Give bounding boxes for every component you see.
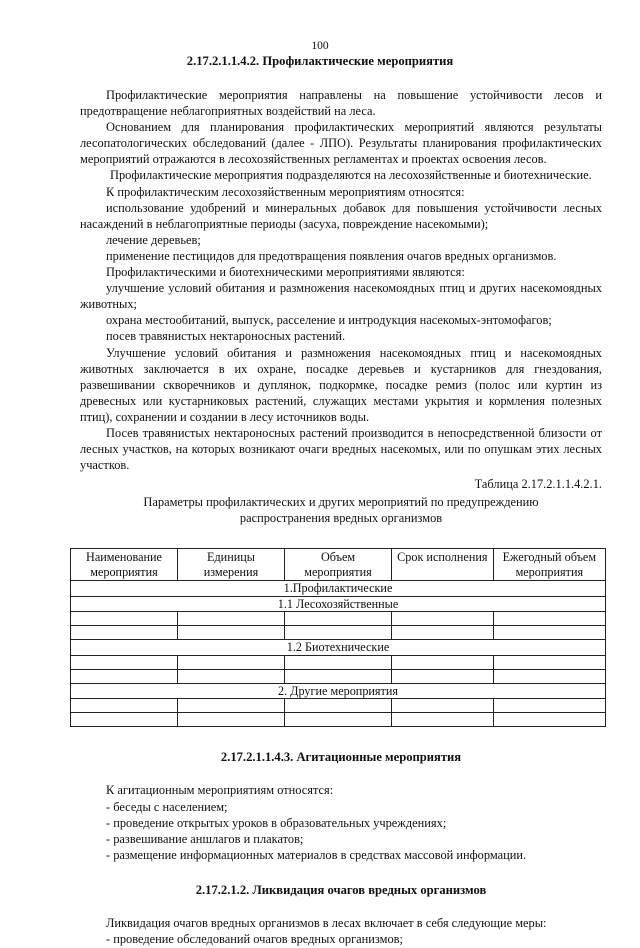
column-header-units: Единицы измерения xyxy=(178,549,285,581)
table-section-row xyxy=(71,640,606,656)
paragraph: посев травянистых нектароносных растений. xyxy=(106,329,346,344)
table-cell xyxy=(392,612,494,626)
table-row xyxy=(71,626,606,640)
table-cell xyxy=(178,655,285,669)
paragraph: Профилактические мероприятия направлены на повышение устойчивости лесов и предотвращение неблагоприятных воздействий на леса. xyxy=(80,88,602,119)
table-cell xyxy=(71,713,178,727)
table-cell xyxy=(392,713,494,727)
table-row xyxy=(71,713,606,727)
table-cell xyxy=(285,699,392,713)
table-cell xyxy=(285,669,392,683)
paragraph: лечение деревьев; xyxy=(106,232,201,247)
column-header-name: Наименование мероприятия xyxy=(71,549,178,581)
section-label: 1.1 Лесохозяйственные xyxy=(71,596,606,612)
table-cell xyxy=(493,655,605,669)
table-section-row xyxy=(71,596,606,612)
table-cell xyxy=(493,669,605,683)
table-cell xyxy=(493,713,605,727)
table-cell xyxy=(71,655,178,669)
paragraph: Основанием для планирования профилактических мероприятий являются результаты лесопатологических обследований (далее - ЛПО). Результаты планирования профилактических мероприятий отражаются в лесохозяйственных регламентах и проектах освоения лесов. xyxy=(80,120,602,167)
table-cell xyxy=(285,655,392,669)
paragraph: Улучшение условий обитания и размножения насекомоядных птиц и насекомоядных животных заключается в их охране, посадке деревьев и кустарников для гнездования, развешивании скворечников и дуплянок, подкормке, посадке ремиз (полос или куртин из древесных или кустарниковых растений, служащих местами укрытия и кормления полезных птиц), сохранении и создании в лесу источников воды. xyxy=(80,345,602,424)
section-label: 2. Другие мероприятия xyxy=(71,683,606,699)
section-label: 1.2 Биотехнические xyxy=(71,640,606,656)
parameters-table xyxy=(70,548,606,727)
page-number: 100 xyxy=(311,40,329,52)
table-cell xyxy=(493,699,605,713)
table-cell xyxy=(493,612,605,626)
section-heading-prophylactic: 2.17.2.1.1.4.2. Профилактические мероприятия xyxy=(186,54,454,68)
section-heading-liquidation: 2.17.2.1.2. Ликвидация очагов вредных организмов xyxy=(195,883,487,898)
list-item: - проведение обследований очагов вредных организмов; xyxy=(106,932,403,947)
table-cell xyxy=(392,669,494,683)
document-body xyxy=(80,87,602,948)
table-section-row xyxy=(71,683,606,699)
table-cell xyxy=(178,699,285,713)
paragraph: Профилактическими и биотехническими мероприятиями являются: xyxy=(106,265,465,280)
table-title: Параметры профилактических и других мероприятий по предупреждению распространения вредных организмов xyxy=(143,495,539,526)
table-caption: Таблица 2.17.2.1.1.4.2.1. xyxy=(474,477,602,492)
liquidation-list xyxy=(80,915,602,947)
table-cell xyxy=(71,612,178,626)
paragraph: улучшение условий обитания и размножения насекомоядных птиц и других насекомоядных животных; xyxy=(80,281,602,312)
table-cell xyxy=(285,713,392,727)
list-intro: К агитационным мероприятиям относятся: xyxy=(106,783,334,798)
table-cell xyxy=(71,669,178,683)
column-header-deadline: Срок исполнения xyxy=(392,549,494,581)
table-cell xyxy=(392,655,494,669)
table-cell xyxy=(178,626,285,640)
list-item: - размещение информационных материалов в средствах массовой информации. xyxy=(106,848,527,863)
section-heading-agitation: 2.17.2.1.1.4.3. Агитационные мероприятия xyxy=(220,750,462,765)
paragraph: Профилактические мероприятия подразделяются на лесохозяйственные и биотехнические. xyxy=(110,168,592,183)
table-cell xyxy=(178,669,285,683)
table-section-row xyxy=(71,581,606,597)
table-row xyxy=(71,699,606,713)
paragraph: использование удобрений и минеральных добавок для повышения устойчивости лесных насаждений в неблагоприятные периоды (засуха, повреждение насекомыми); xyxy=(80,200,602,231)
table-cell xyxy=(493,626,605,640)
column-header-volume: Объем мероприятия xyxy=(285,549,392,581)
table-cell xyxy=(392,699,494,713)
paragraph: Посев травянистых нектароносных растений производится в непосредственной близости от лесных участков, на которых возникают очаги вредных насекомых, или по опушкам этих лесных участков. xyxy=(80,425,602,473)
table-row xyxy=(71,655,606,669)
paragraph: К профилактическим лесохозяйственным мероприятиям относятся: xyxy=(106,184,465,199)
paragraph: применение пестицидов для предотвращения появления очагов вредных организмов. xyxy=(106,248,557,263)
table-cell xyxy=(178,612,285,626)
paragraph: охрана местообитаний, выпуск, расселение и интродукция насекомых-энтомофагов; xyxy=(106,313,552,328)
table-cell xyxy=(285,626,392,640)
table-header-row xyxy=(71,549,606,581)
table-cell xyxy=(285,612,392,626)
table-row xyxy=(71,612,606,626)
list-item: - беседы с населением; xyxy=(106,799,228,814)
table-cell xyxy=(392,626,494,640)
section-label: 1.Профилактические xyxy=(71,581,606,597)
table-cell xyxy=(71,626,178,640)
list-item: - развешивание аншлагов и плакатов; xyxy=(106,831,304,846)
agitation-list xyxy=(80,782,602,863)
column-header-annual-volume: Ежегодный объем мероприятия xyxy=(493,549,605,581)
list-intro: Ликвидация очагов вредных организмов в лесах включает в себя следующие меры: xyxy=(106,916,547,931)
table-cell xyxy=(71,699,178,713)
list-item: - проведение открытых уроков в образовательных учреждениях; xyxy=(106,815,447,830)
table-cell xyxy=(178,713,285,727)
table-row xyxy=(71,669,606,683)
